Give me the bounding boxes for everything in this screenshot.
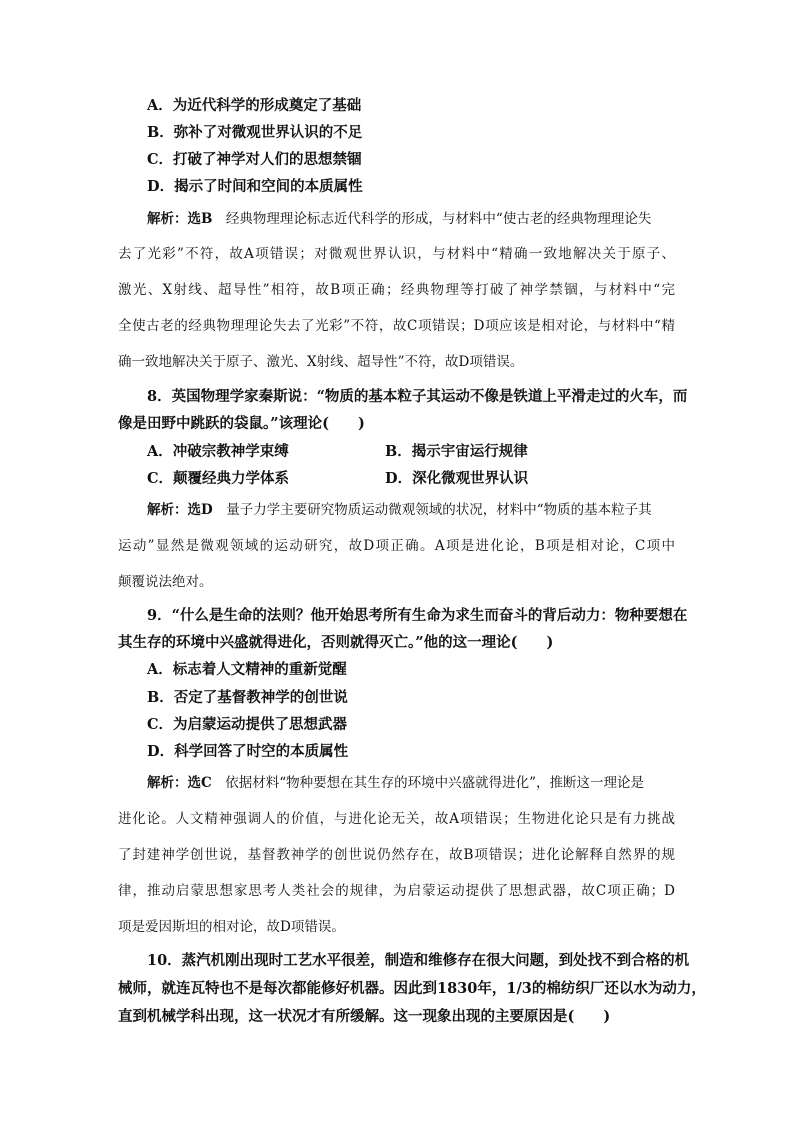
q8-stem-line-1: 8．英国物理学家秦斯说：“物质的基本粒子其运动不像是铁道上平滑走过的火车，而: [147, 388, 688, 405]
q9-option-d: D．科学回答了时空的本质属性: [147, 743, 349, 760]
q8-answer-line-3: 颠覆说法绝对。: [118, 574, 213, 590]
q9-answer-line-3: 了封建神学创世说，基督教神学的创世说仍然存在，故B项错误；进化论解释自然界的规: [118, 847, 675, 863]
q8-option-b: B．揭示宇宙运行规律: [385, 443, 528, 460]
q9-stem-line-2: 其生存的环境中兴盛就得进化，否则就得灭亡。”他的这一理论( ): [118, 634, 554, 651]
q8-answer-line-1: 解析：选D 量子力学主要研究物质运动微观领域的状况，材料中“物质的基本粒子其: [147, 502, 652, 518]
q7-answer-line-5: 确一致地解决关于原子、激光、X射线、超导性”不符，故D项错误。: [118, 354, 524, 370]
q7-answer-line-3: 激光、X射线、超导性”相符，故B项正确；经典物理等打破了神学禁锢，与材料中“完: [118, 282, 675, 298]
q7-option-c: C．打破了神学对人们的思想禁锢: [147, 151, 362, 168]
q10-stem-line-1: 10．蒸汽机刚出现时工艺水平很差，制造和维修存在很大问题，到处找不到合格的机: [147, 952, 690, 969]
q9-option-a: A．标志着人文精神的重新觉醒: [147, 661, 347, 678]
q8-stem-line-2: 像是田野中跳跃的袋鼠。”该理论( ): [118, 415, 365, 432]
q7-option-b: B．弥补了对微观世界认识的不足: [147, 124, 363, 141]
q7-answer-line-1: 解析：选B 经典物理理论标志近代科学的形成，与材料中“使古老的经典物理理论失: [147, 211, 652, 227]
q9-option-b: B．否定了基督教神学的创世说: [147, 689, 348, 706]
q7-option-a: A．为近代科学的形成奠定了基础: [147, 97, 362, 114]
q9-option-c: C．为启蒙运动提供了思想武器: [147, 716, 348, 733]
q7-answer-label: 解析：选B: [147, 211, 213, 227]
q7-option-d: D．揭示了时间和空间的本质属性: [147, 178, 363, 195]
q9-answer-label: 解析：选C: [147, 775, 212, 791]
q7-answer-line-2: 去了光彩”不符，故A项错误；对微观世界认识，与材料中“精确一致地解决关于原子、: [118, 246, 675, 262]
q9-answer-line-1: 解析：选C 依据材料“物种要想在其生存的环境中兴盛就得进化”，推断这一理论是: [147, 775, 645, 791]
q9-answer-line-2: 进化论。人文精神强调人的价值，与进化论无关，故A项错误；生物进化论只是有力挑战: [118, 811, 675, 827]
q8-option-d: D．深化微观世界认识: [385, 470, 529, 487]
q7-answer-line-4: 全使古老的经典物理理论失去了光彩”不符，故C项错误；D项应该是相对论，与材料中“精: [118, 318, 675, 334]
q9-answer-line-4: 律，推动启蒙思想家思考人类社会的规律，为启蒙运动提供了思想武器，故C项正确；D: [118, 883, 675, 899]
q9-answer-line-5: 项是爱因斯坦的相对论，故D项错误。: [118, 919, 345, 935]
q8-answer-line-2: 运动”显然是微观领域的运动研究，故D项正确。A项是进化论，B项是相对论，C项中: [118, 538, 675, 554]
q10-stem-line-2: 械师，就连瓦特也不是每次都能修好机器。因此到1830年，1/3的棉纺织厂还以水为动力，: [118, 980, 706, 997]
q8-answer-label: 解析：选D: [147, 502, 213, 518]
q8-option-c: C．颠覆经典力学体系: [147, 470, 290, 487]
q10-stem-line-3: 直到机械学科出现，这一状况才有所缓解。这一现象出现的主要原因是( ): [118, 1008, 611, 1025]
q8-option-a: A．冲破宗教神学束缚: [147, 443, 289, 460]
q9-stem-line-1: 9．“什么是生命的法则？他开始思考所有生命为求生而奋斗的背后动力：物种要想在: [147, 607, 688, 624]
